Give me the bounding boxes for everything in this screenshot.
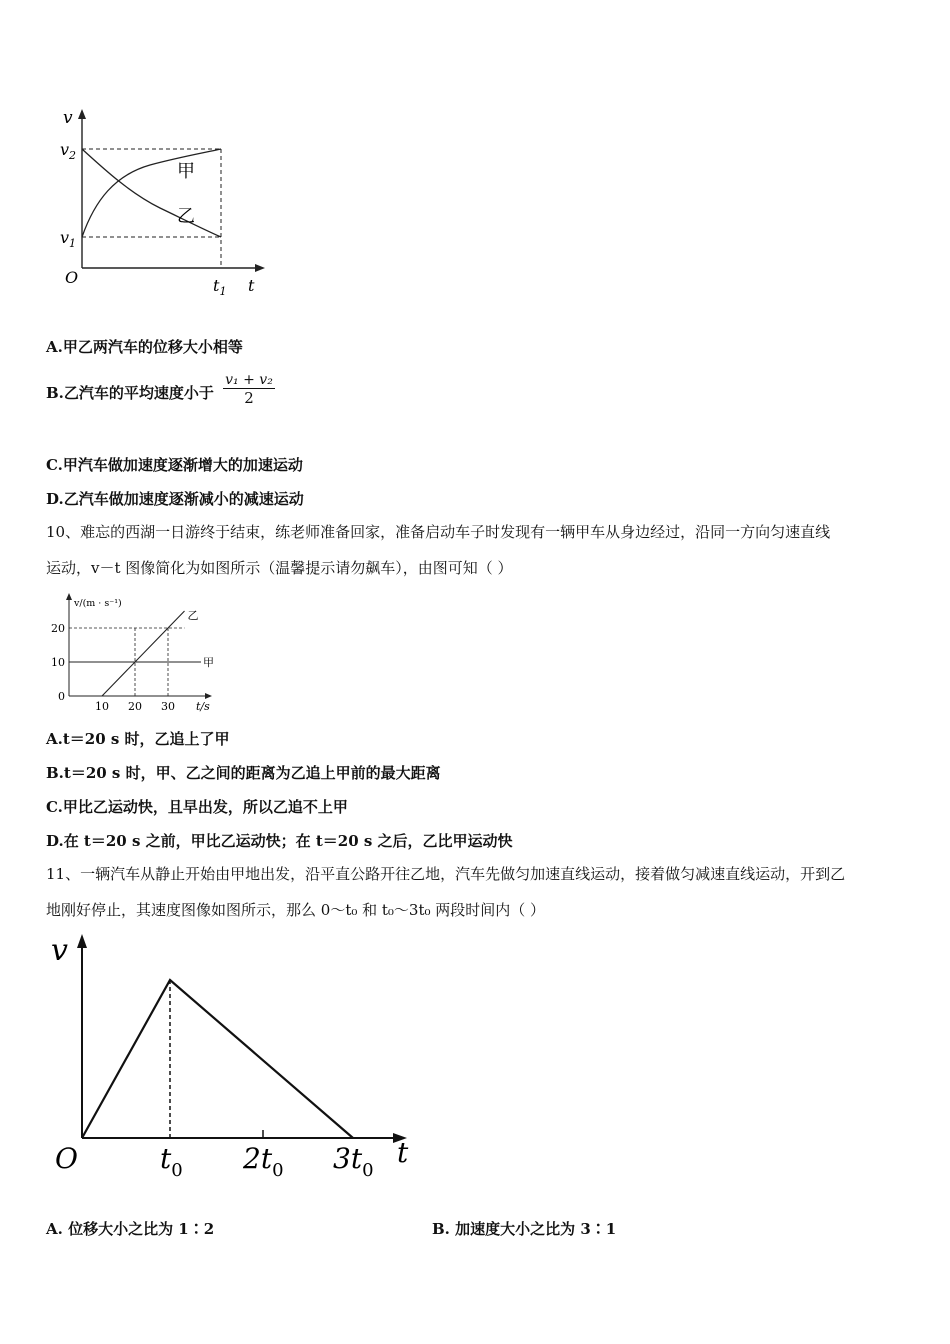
q9-option-b-text: B.乙汽车的平均速度小于 (46, 383, 214, 402)
fig1-curve-jia (82, 149, 221, 237)
fig2-x-arrow (205, 693, 212, 699)
figure-3-vt-triangle (45, 930, 425, 1190)
fig2-series-jia-label: 甲 (203, 656, 214, 669)
q9-frac-denominator: 2 (244, 389, 254, 407)
fig1-yi-label: 乙 (177, 206, 195, 227)
fig1-axis-t-label: t (248, 276, 255, 295)
q9-option-c: C.甲汽车做加速度逐渐增大的加速运动 (46, 456, 303, 474)
fig2-ytick-label: 0 (58, 690, 65, 703)
fig2-series-yi-label: 乙 (187, 609, 199, 622)
q9-option-a: A.甲乙两汽车的位移大小相等 (46, 338, 243, 356)
fig2-xtick-label: 20 (128, 700, 142, 712)
fig3-t0-label: $t_0$ (160, 1142, 183, 1181)
fig1-v-arrow (78, 109, 86, 119)
fig2-y-arrow (66, 593, 72, 600)
fig2-ytick-label: 20 (51, 622, 65, 635)
q10-option-b: B.t＝20 s 时，甲、乙之间的距离为乙追上甲前的最大距离 (46, 764, 441, 782)
fig3-velocity-line (82, 980, 353, 1138)
fig1-axis-v-label: v (63, 108, 73, 128)
q11-option-b: B. 加速度大小之比为 3∶1 (432, 1220, 617, 1238)
q9-option-d: D.乙汽车做加速度逐渐减小的减速运动 (46, 490, 304, 508)
fig3-v-arrow (77, 934, 87, 948)
q11-option-a: A. 位移大小之比为 1∶2 (46, 1220, 215, 1238)
q11-stem-line-1: 11、一辆汽车从静止开始由甲地出发，沿平直公路开往乙地，汽车先做匀加速直线运动，接着做匀减速直线运动，开到乙 (46, 865, 846, 883)
q11-stem-line-2: 地刚好停止，其速度图像如图所示，那么 0～t₀ 和 t₀～3t₀ 两段时间内（ ） (46, 901, 546, 919)
q9-option-b (46, 372, 275, 407)
fig1-v1-label: $v_1$ (60, 228, 77, 250)
q10-option-d: D.在 t＝20 s 之前，甲比乙运动快；在 t＝20 s 之后，乙比甲运动快 (46, 832, 513, 850)
fig3-axis-t-label: t (397, 1136, 409, 1169)
fig3-2t0-label: $2t_0$ (243, 1142, 284, 1181)
fig1-t-arrow (255, 264, 265, 272)
fig3-3t0-label: $3t_0$ (333, 1142, 374, 1181)
fig1-curve-yi (82, 149, 221, 237)
q9-frac-numerator: v₁ + v₂ (225, 372, 273, 388)
figure-1-vt-graph (55, 105, 280, 300)
fig2-ylabel: v/(m · s⁻¹) (74, 598, 122, 609)
q10-stem (46, 514, 908, 586)
fig2-ytick-label: 10 (51, 656, 65, 669)
fig1-origin-label: O (65, 268, 79, 287)
fig2-xlabel: t/s (196, 700, 210, 712)
q10-stem-line-2: 运动，v－t 图像简化为如图所示（温馨提示请勿飙车），由图可知（ ） (46, 559, 513, 577)
q10-option-a: A.t＝20 s 时，乙追上了甲 (46, 730, 230, 748)
fig3-axis-v-label: v (51, 933, 68, 968)
fig2-xtick-label: 30 (161, 700, 175, 712)
figure-2-vt-chart (50, 592, 220, 712)
q10-stem-line-1: 10、难忘的西湖一日游终于结束，练老师准备回家，准备启动车子时发现有一辆甲车从身边经过，沿同一方向匀速直线 (46, 523, 831, 541)
q10-option-c: C.甲比乙运动快，且早出发，所以乙追不上甲 (46, 798, 348, 816)
q11-stem (46, 856, 908, 928)
fig1-t1-label: $t_1$ (213, 276, 227, 298)
fig2-series-yi (102, 611, 185, 696)
fig2-xtick-label: 10 (95, 700, 109, 712)
fig1-v2-label: $v_2$ (60, 140, 77, 162)
fig3-origin-label: O (55, 1142, 78, 1175)
fig1-jia-label: 甲 (177, 161, 195, 182)
q9-option-b-fraction (223, 372, 275, 407)
